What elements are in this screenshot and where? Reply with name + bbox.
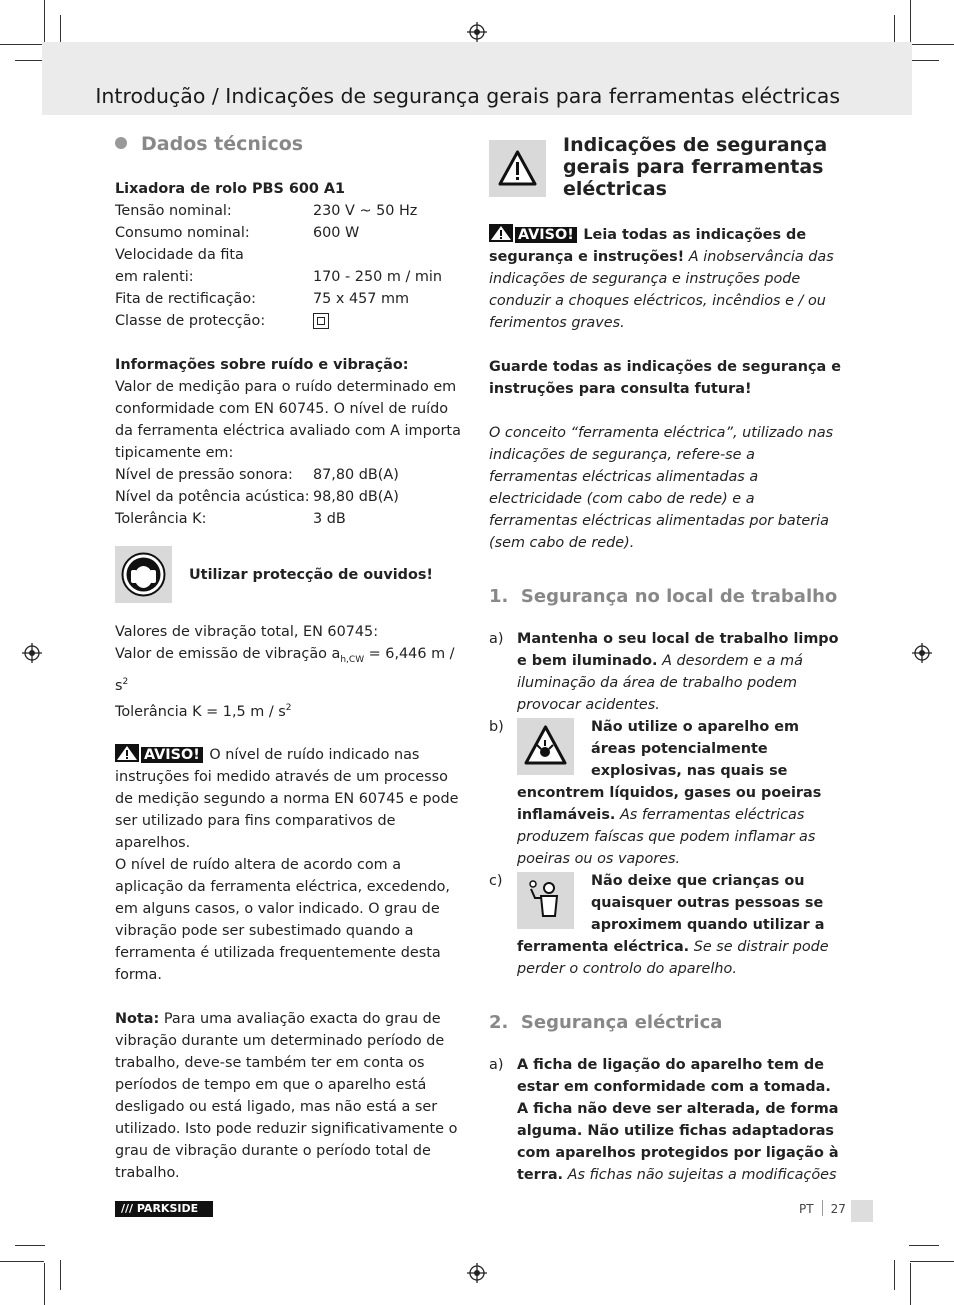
registration-mark-icon (467, 22, 487, 42)
crop-mark (44, 1263, 45, 1305)
registration-mark-icon (22, 643, 42, 663)
noise-row: Nível da potência acústica: 98,80 dB(A) (115, 489, 399, 505)
crop-mark (894, 1260, 895, 1290)
ear-protection-block (115, 546, 465, 603)
ear-protection-text: Utilizar protecção de ouvidos! (189, 566, 433, 583)
bullet-icon (115, 137, 127, 149)
crop-mark (44, 0, 45, 42)
list-item: a) A ficha de ligação do aparelho tem de estar em conformidade com a tomada. A ficha não deve ser alterada, de forma alguma. Não utilize fichas adaptadoras com aparelhos protegidos por ligação à terra. As fichas não sujeitas a modificações (489, 1057, 839, 1183)
aviso-badge: AVISO! (141, 747, 203, 763)
crop-mark (0, 44, 44, 45)
page-number: PT 27 (799, 1202, 846, 1216)
spec-row: Tensão nominal: 230 V ~ 50 Hz (115, 203, 418, 219)
brand-logo: /// PARKSIDE (115, 1201, 213, 1217)
note-paragraph: Nota: Para uma avaliação exacta do grau de vibração durante um determinado período de trabalho, deve-se também ter em conta os períodos de tempo em que o aparelho está desligado ou está ligado, mas não está a ser utilizado. Isto pode reduzir significativamente o grau de vibração durante o período total de trabalho. (115, 1011, 458, 1182)
page-title: Introdução / Indicações de segurança gerais para ferramentas eléctricas (95, 84, 840, 108)
list-item: a) Mantenha o seu local de trabalho limpo e bem iluminado. A desordem e a má iluminação da área de trabalho podem provocar acidentes. (489, 631, 839, 713)
noise-warning: AVISO! O nível de ruído indicado nas instruções foi medido através de um processo de medição segundo a norma EN 60745 e pode ser utilizado para fins comparativos de aparelhos. (115, 744, 465, 854)
section-heading-electrical-safety: 2. Segurança eléctrica (489, 1012, 723, 1033)
protection-class-ii-icon (313, 313, 329, 329)
crop-mark (60, 1260, 61, 1290)
spec-row: em ralenti: 170 - 250 m / min (115, 269, 443, 285)
aviso-badge: AVISO! (515, 227, 577, 243)
spec-row: Classe de protecção: (115, 310, 465, 332)
crop-mark (15, 1245, 45, 1246)
vibration-line-3: Tolerância K = 1,5 m / $s^2$ (115, 702, 292, 720)
keep-children-away-icon (517, 872, 574, 929)
safety-heading: Indicações de segurança gerais para ferramentas eléctricas (563, 134, 828, 200)
warning-triangle-icon (489, 140, 546, 197)
crop-mark (15, 60, 45, 61)
product-name: Lixadora de rolo PBS 600 A1 (115, 181, 346, 197)
noise-paragraph-2: O nível de ruído altera de acordo com a aplicação da ferramenta eléctrica, excedendo, em alguns casos, o valor indicado. O grau de vibração pode ser subestimado quando a ferramenta é utilizada frequentemente desta forma. (115, 857, 450, 984)
section-heading-technical-data: Dados técnicos (115, 130, 465, 158)
footer-tab (851, 1200, 873, 1222)
spec-row: Velocidade da fita (115, 247, 244, 263)
spec-list (115, 200, 465, 332)
crop-mark (910, 0, 911, 42)
noise-heading: Informações sobre ruído e vibração: (115, 357, 409, 373)
crop-mark (0, 1261, 44, 1262)
crop-mark (909, 1245, 939, 1246)
crop-mark (909, 60, 939, 61)
section-heading-workplace-safety: 1. Segurança no local de trabalho (489, 586, 838, 607)
vibration-line-2: Valor de emissão de vibração $a_{h,CW} = 6,446$ m / $s^2$ (115, 646, 455, 694)
noise-row: Tolerância K: 3 dB (115, 511, 346, 527)
crop-mark (60, 15, 61, 45)
warning-triangle-icon (489, 224, 513, 242)
keep-instructions-text: Guarde todas as indicações de segurança e instruções para consulta futura! (489, 359, 841, 397)
right-column (489, 130, 841, 1186)
left-column (115, 130, 465, 1184)
registration-mark-icon (912, 643, 932, 663)
safety-heading-block (489, 130, 841, 200)
spec-row: Fita de rectificação: 75 x 457 mm (115, 291, 410, 307)
list-item: b) Não utilize o aparelho em áreas potencialmente explosivas, nas quais se encontrem líquidos, gases ou poeiras inflamáveis. As ferramentas eléctricas produzem faíscas que podem inflamar as poeiras ou os vapores. (489, 719, 822, 867)
noise-text: Valor de medição para o ruído determinado em conformidade com EN 60745. O nível de ruído da ferramenta eléctrica avaliado com A importa tipicamente em: (115, 379, 461, 461)
crop-mark (894, 15, 895, 45)
explosion-hazard-icon (517, 718, 574, 775)
crop-mark (910, 44, 954, 45)
crop-mark (910, 1263, 911, 1305)
vibration-line-1: Valores de vibração total, EN 60745: (115, 624, 379, 640)
registration-mark-icon (467, 1263, 487, 1283)
list-item: c) Não deixe que crianças ou quaisquer outras pessoas se aproximem quando utilizar a ferramenta eléctrica. Se se distrair pode perder o controlo do aparelho. (489, 873, 829, 977)
warning-triangle-icon (115, 744, 139, 762)
noise-row: Nível de pressão sonora: 87,80 dB(A) (115, 467, 399, 483)
spec-row: Consumo nominal: 600 W (115, 225, 360, 241)
crop-mark (910, 1261, 954, 1262)
concept-text: O conceito “ferramenta eléctrica”, utilizado nas indicações de segurança, refere-se a ferramentas eléctricas alimentadas a electricidade (com cabo de rede) e a ferramentas eléctricas alimentadas por bateria (sem cabo de rede). (489, 425, 834, 551)
read-instructions-warning: AVISO! Leia todas as indicações de segurança e instruções! A inobservância das indicações de segurança e instruções pode conduzir a choques eléctricos, incêndios e / ou ferimentos graves. (489, 224, 841, 334)
ear-protection-icon (115, 546, 172, 603)
